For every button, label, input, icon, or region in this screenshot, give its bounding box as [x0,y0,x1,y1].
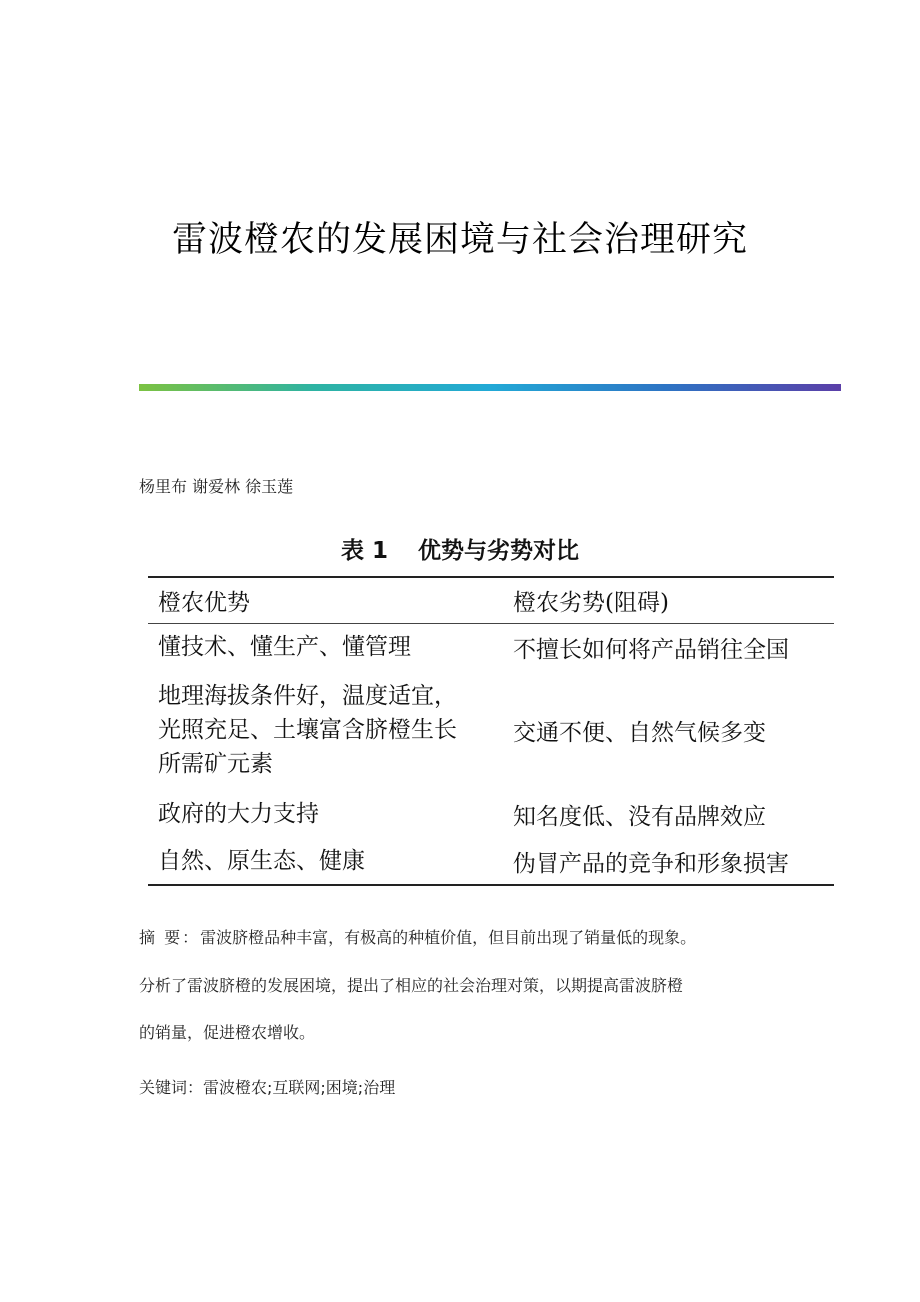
table-caption [0,532,920,565]
abstract-line [139,928,839,948]
disadvantage-cell: 不擅长如何将产品销往全国 [513,636,789,663]
comparison-table [148,576,834,886]
abstract-label: 摘 要： [139,928,201,947]
disadvantage-cell: 知名度低、没有品牌效应 [513,803,766,830]
table-row [148,670,834,790]
abstract-line: 的销量，促进橙农增收。 [139,1023,316,1042]
authors: 杨里布 谢爱林 徐玉莲 [139,477,294,496]
advantage-cell: 自然、原生态、健康 [148,838,503,885]
advantage-cell [148,670,503,790]
table-row [148,790,834,838]
header-disadvantages: 橙农劣势(阻碍) [503,577,834,624]
gradient-divider [139,384,841,391]
abstract-line: 分析了雷波脐橙的发展困境，提出了相应的社会治理对策，以期提高雷波脐橙 [139,976,684,995]
advantage-line: 光照充足、土壤富含脐橙生长 [158,717,457,743]
advantage-line: 所需矿元素 [158,751,273,777]
abstract-text: 雷波脐橙品种丰富，有极高的种植价值，但目前出现了销量低的现象。 [200,928,697,947]
keywords [139,1078,839,1098]
advantage-cell: 政府的大力支持 [158,801,319,827]
table-header-row [148,577,834,624]
header-advantages: 橙农优势 [148,577,503,624]
keywords-text: 雷波橙农;互联网;困境;治理 [203,1078,396,1097]
table-row [148,838,834,885]
table-caption-text: 优势与劣势对比 [418,538,579,564]
table-number: 表 1 [340,538,388,564]
advantage-line: 地理海拔条件好，温度适宜， [158,683,457,709]
keywords-label: 关键词： [139,1078,204,1097]
document-title: 雷波橙农的发展困境与社会治理研究 [171,220,748,260]
disadvantage-cell: 交通不便、自然气候多变 [513,719,766,746]
disadvantage-cell: 伪冒产品的竞争和形象损害 [503,838,834,885]
advantage-cell: 懂技术、懂生产、懂管理 [158,634,411,660]
table-row [148,624,834,671]
